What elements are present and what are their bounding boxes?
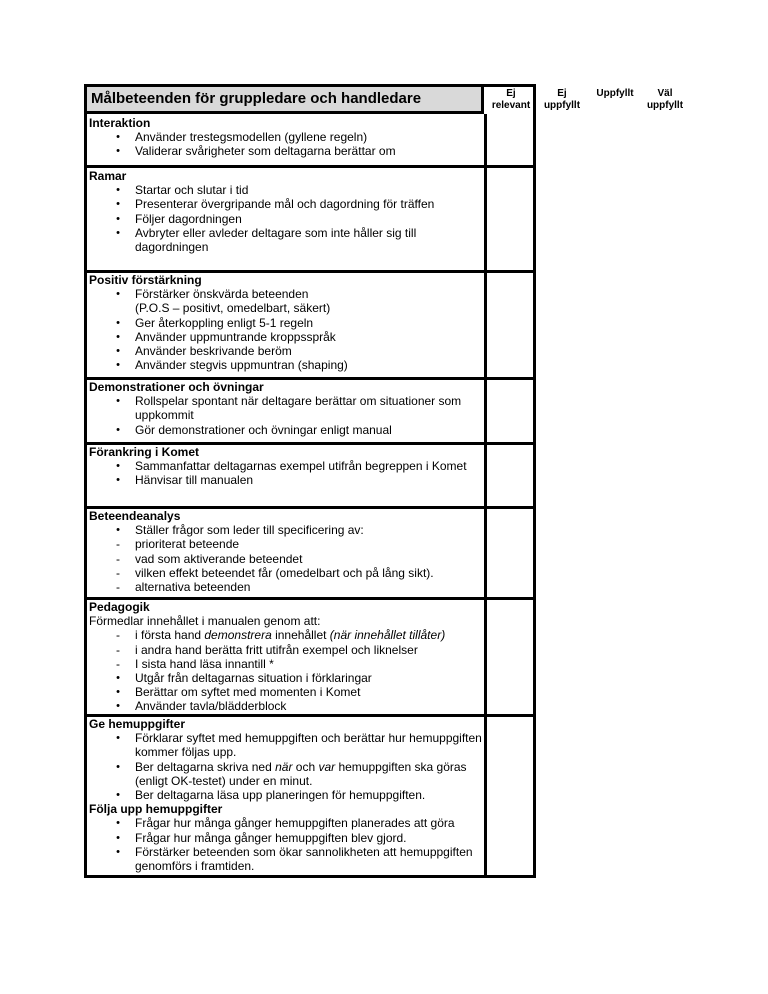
item-text: Ger återkoppling enligt 5-1 regeln [135,315,314,330]
item-text: prioriterat beteende [135,537,240,552]
bullet-icon: • [116,288,120,301]
bullet-icon: • [116,700,120,713]
item-text-part: var [318,759,336,774]
checklist-item [89,330,483,344]
bullet-icon: • [116,212,120,225]
dash-icon: - [116,551,120,566]
bullet-icon: • [116,732,120,745]
item-text-part: och [292,759,319,774]
checklist-item [89,566,483,580]
bullet-icon: • [116,145,120,158]
checklist-item [89,760,483,788]
item-text: Ber deltagarna läsa upp planeringen för hemuppgiften. [135,788,426,803]
bullet-icon: • [116,184,120,197]
item-text: Använder beskrivande beröm [135,344,292,359]
checklist-item [89,657,483,671]
row-divider [84,165,536,168]
item-text: Använder tavla/blädderblock [135,699,287,714]
checklist-item [89,394,483,422]
item-text: Förstärker beteenden som ökar sannolikheten att hemuppgiften genomförs i framtiden. [135,844,473,874]
checklist-item [89,473,483,487]
checklist-item [89,316,483,330]
item-text-part: i första hand [135,628,205,643]
column-divider [484,114,487,878]
bullet-icon: • [116,672,120,685]
item-text: Utgår från deltagarnas situation i förklaringar [135,671,372,686]
item-text-part: innehållet [271,628,330,643]
table-title: Målbeteenden för gruppledare och handledare [84,84,484,114]
item-text: Berättar om syftet med momenten i Komet [135,685,361,700]
checklist-item [89,552,483,566]
checklist-item [89,197,483,211]
checklist-item [89,144,483,158]
checklist-item [89,537,483,551]
item-text: Presenterar övergripande mål och dagordning för träffen [135,197,435,212]
checklist-item [89,523,483,537]
checklist-item [89,643,483,657]
checklist-section [89,509,483,594]
column-header-fulfilled: Uppfyllt [596,88,634,99]
checklist-item [89,344,483,358]
checklist-item [89,816,483,830]
bullet-icon: • [116,524,120,537]
bullet-icon: • [116,423,120,436]
item-text-part: Ber deltagarna skriva ned [135,759,276,774]
bullet-icon: • [116,686,120,699]
bullet-icon: • [116,460,120,473]
item-text: Validerar svårigheter som deltagarna berättar om [135,144,396,159]
checklist-item [89,685,483,699]
item-text: Rollspelar spontant när deltagare berättar om situationer som uppkommit [135,394,462,423]
bullet-icon: • [116,395,120,408]
item-text: Förklarar syftet med hemuppgiften och berättar hur hemuppgiften kommer följas upp. [135,731,482,760]
item-text: Sammanfattar deltagarnas exempel utifrån begreppen i Komet [135,459,467,474]
checklist-section [89,600,483,714]
bullet-icon: • [116,198,120,211]
checklist-item [89,699,483,713]
checklist-item [89,831,483,845]
item-text-part: demonstrera [204,628,272,643]
checklist-item [89,731,483,759]
item-text: I sista hand läsa innantill * [135,656,274,671]
section-title: Ramar [89,169,127,183]
checklist-item [89,226,483,254]
section-title: Beteendeanalys [89,509,181,523]
item-text: Gör demonstrationer och övningar enligt manual [135,422,392,437]
section-title: Demonstrationer och övningar [89,380,264,394]
item-text: Avbryter eller avleder deltagare som inte håller sig till dagordningen [135,225,417,255]
checklist-item [89,183,483,197]
bullet-icon: • [116,817,120,830]
item-text: Använder stegvis uppmuntran (shaping) [135,358,348,373]
item-text: Frågar hur många gånger hemuppgiften blev gjord. [135,830,407,845]
item-text: Förstärker önskvärda beteenden [135,287,309,302]
column-header-not-relevant: Ej relevant [491,88,531,111]
checklist-item [89,130,483,144]
checklist-section [89,273,483,372]
item-text-part: (när innehållet tillåter) [329,628,446,643]
bullet-icon: • [116,316,120,329]
checklist-section [89,717,483,873]
item-text-part: hemuppgiften ska göras (enligt OK-testet) under en minut. [135,759,467,788]
item-text: Använder trestegsmodellen (gyllene regeln) [135,130,368,145]
item-text: Följer dagordningen [135,211,242,226]
dash-icon: - [116,565,120,580]
checklist-item [89,212,483,226]
checklist-section [89,445,483,488]
column-header-not-fulfilled: Ej uppfyllt [543,88,581,111]
bullet-icon: • [116,789,120,802]
item-text: vilken effekt beteendet får (omedelbart och på lång sikt). [135,565,434,580]
section-title: Ge hemuppgifter [89,717,186,731]
bullet-icon: • [116,831,120,844]
dash-icon: - [116,656,120,671]
dash-icon: - [116,628,120,643]
checklist-item [89,459,483,473]
column-header-well-fulfilled: Väl uppfyllt [646,88,684,111]
bullet-icon: • [116,131,120,144]
checklist-item [89,423,483,437]
section-title: Förankring i Komet [89,445,200,459]
item-text: Ställer frågor som leder till specificering av: [135,523,364,538]
item-text: i andra hand berätta fritt utifrån exempel och liknelser [135,642,418,657]
checklist-item [89,358,483,372]
section-intro: Förmedlar innehållet i manualen genom att: [89,614,321,629]
item-text: vad som aktiverande beteendet [135,551,303,566]
item-text: alternativa beteenden [135,580,251,595]
item-text: Frågar hur många gånger hemuppgiften planerades att göra [135,816,455,831]
checklist-item [89,788,483,802]
checklist-item [89,671,483,685]
checklist-section [89,380,483,437]
checklist-item [89,287,483,315]
checklist-item [89,845,483,873]
checklist-section [89,169,483,254]
section-subtitle: Följa upp hemuppgifter [89,802,223,817]
item-text: Startar och slutar i tid [135,183,249,198]
dash-icon: - [116,580,120,595]
bullet-icon: • [116,760,120,773]
item-text: Hänvisar till manualen [135,473,254,488]
checklist-item [89,580,483,594]
section-title: Interaktion [89,116,151,130]
dash-icon: - [116,642,120,657]
bullet-icon: • [116,845,120,858]
bullet-icon: • [116,359,120,372]
bullet-icon: • [116,330,120,343]
checklist-section [89,116,483,159]
bullet-icon: • [116,474,120,487]
checklist-item [89,628,483,642]
section-title: Positiv förstärkning [89,273,202,287]
section-title: Pedagogik [89,600,150,614]
item-text: (P.O.S – positivt, omedelbart, säkert) [135,301,331,316]
item-text: Använder uppmuntrande kroppsspråk [135,329,336,344]
bullet-icon: • [116,345,120,358]
dash-icon: - [116,537,120,552]
bullet-icon: • [116,226,120,239]
item-text-part: när [275,759,293,774]
